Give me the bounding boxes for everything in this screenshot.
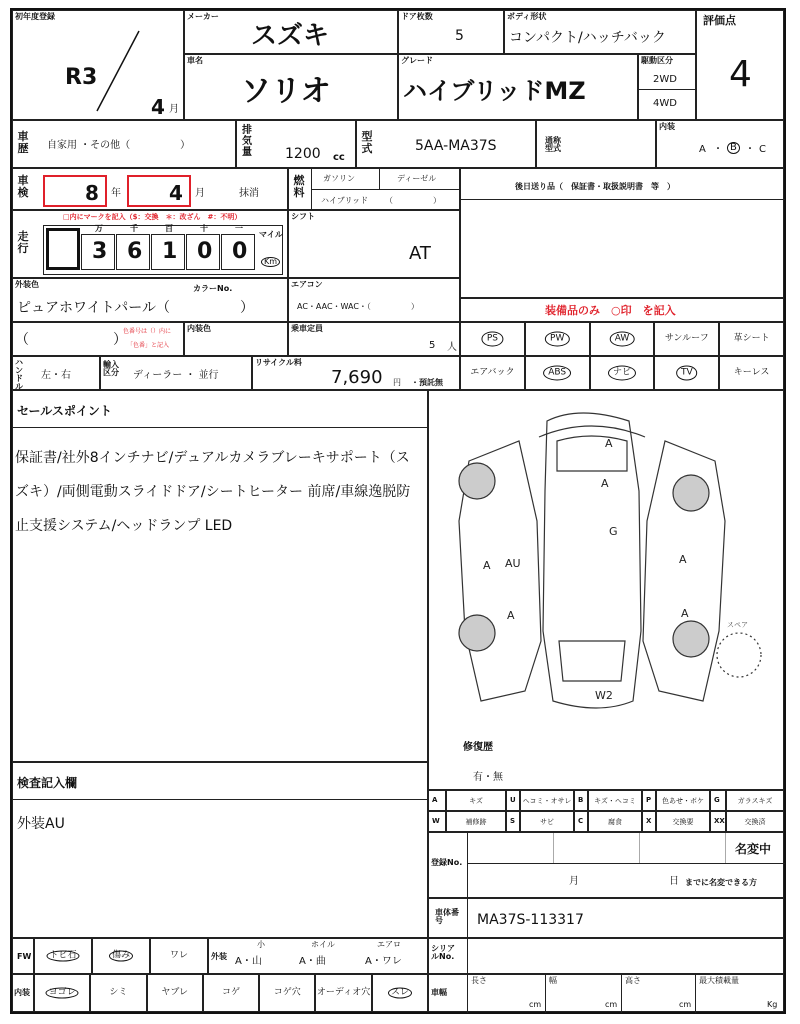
dims-width-label: 幅 xyxy=(549,976,557,985)
maker-cell xyxy=(184,10,398,54)
grade-value: ハイブリッドMZ xyxy=(403,77,586,105)
reg-era: R3 xyxy=(65,65,98,90)
history-value: 自家用 ・その他（ ） xyxy=(47,140,191,151)
register-month: 月 xyxy=(569,876,579,887)
color-note-2: 「色番」と記入 xyxy=(127,342,170,349)
inspection-month-box xyxy=(127,175,191,207)
damage-mark: W2 xyxy=(595,689,613,702)
legend-desc-text: キズ xyxy=(469,797,483,805)
doors-label: ドア枚数 xyxy=(401,12,433,21)
fw-cell xyxy=(12,938,34,974)
damage-mark: A xyxy=(507,609,515,622)
fw-item: 傷み xyxy=(109,951,133,962)
fuel-diesel: ディーゼル xyxy=(397,174,437,183)
int-item-cell xyxy=(147,974,203,1012)
mileage-digit: 0 xyxy=(232,239,248,264)
equipment-grid xyxy=(460,322,784,390)
spare-wheel xyxy=(717,633,761,677)
equipment-cell xyxy=(590,356,655,390)
sales-cell xyxy=(12,390,428,762)
equipment-cell xyxy=(460,322,525,356)
register-day: 日 xyxy=(669,876,679,887)
recycle-label: リサイクル料 xyxy=(255,358,302,367)
wheel-front-left xyxy=(459,463,495,499)
mileage-digit-box xyxy=(46,228,80,270)
maker-label: メーカー xyxy=(187,12,219,21)
shift-cell xyxy=(288,210,460,278)
legend-code xyxy=(710,811,726,832)
common-model-cell xyxy=(536,120,656,168)
ext-label: 外装 xyxy=(211,952,227,961)
capacity-cell xyxy=(288,322,460,356)
serial-label: シリアルNo. xyxy=(431,944,455,961)
spare-label: スペア xyxy=(727,621,748,629)
drive-cell xyxy=(638,54,696,120)
doors-cell xyxy=(398,10,504,54)
interior-grade-label: 内装 xyxy=(659,122,675,131)
inspection-month: 4 xyxy=(169,181,183,205)
int-item-cell xyxy=(259,974,315,1012)
dims-load-unit: Kg xyxy=(767,1000,778,1009)
repair-value: 有・無 xyxy=(473,772,503,783)
int-item: スレ xyxy=(388,988,412,999)
legend-desc xyxy=(520,790,574,811)
aircon-label: エアコン xyxy=(291,280,323,289)
recycle-unit: 円 xyxy=(393,378,401,387)
name-value: ソリオ xyxy=(241,74,331,109)
dims-cell xyxy=(428,974,784,1012)
color-label: 外装色 xyxy=(15,280,39,289)
reg-slash xyxy=(93,29,143,115)
register-label: 登録No. xyxy=(431,858,463,867)
dims-label: 車幅 xyxy=(431,988,447,997)
equipment-cell xyxy=(719,322,784,356)
mileage-digit-box xyxy=(116,234,150,270)
body-cell xyxy=(504,10,696,54)
interior-c: C xyxy=(759,144,766,155)
inspection-year: 8 xyxy=(85,181,99,205)
color-cell xyxy=(12,278,288,322)
model-label: 型式 xyxy=(361,130,373,155)
legend-desc xyxy=(656,790,710,811)
mileage-digit-box xyxy=(151,234,185,270)
repair-label: 修復歴 xyxy=(463,742,493,753)
mileage-unit: 百 xyxy=(165,224,173,233)
damage-mark: A xyxy=(483,559,491,572)
fw-item-cell xyxy=(92,938,150,974)
fuel-cell xyxy=(288,168,460,210)
recycle-cell xyxy=(252,356,460,390)
equipment-item: 革シート xyxy=(733,333,770,344)
sales-text: 保証書/社外8インチナビ/デュアルカメラブレーキサポート（スズキ）/両側電動スライドドア/シートヒーター 前席/車線逸脱防止支援システム/ヘッドランプ LED xyxy=(15,450,411,534)
mileage-unit-km: Km xyxy=(261,257,280,267)
equipment-title: 装備品のみ ○印 を記入 xyxy=(545,304,676,317)
int-item: オーディオ穴 xyxy=(316,987,371,998)
reg-cell xyxy=(12,10,184,120)
inspection-month-unit: 月 xyxy=(195,188,205,199)
color-paren: （ ） xyxy=(15,332,127,348)
equipment-cell xyxy=(654,322,719,356)
legend-code-text: G xyxy=(714,796,720,804)
legend-code-text: S xyxy=(510,817,516,825)
inspection-label: 車検 xyxy=(17,174,29,199)
docs-text: 後日送り品（ 保証書・取扱説明書 等 ） xyxy=(515,182,675,191)
history-label: 車歴 xyxy=(17,130,29,155)
equipment-title-cell xyxy=(460,298,784,322)
damage-mark: G xyxy=(609,525,618,538)
drive-2wd: 2WD xyxy=(653,74,677,85)
equipment-item: エアバック xyxy=(470,367,515,378)
aircon-cell xyxy=(288,278,460,322)
int-item-cell xyxy=(203,974,259,1012)
ext-small-val: A・山 xyxy=(235,956,262,967)
legend-desc-text: ガラスキズ xyxy=(737,797,773,805)
ext-wheel: ホイル xyxy=(311,940,335,949)
wheel-front-right xyxy=(673,475,709,511)
grade-label: グレード xyxy=(401,56,433,65)
legend-code xyxy=(642,811,656,832)
int-item-cell xyxy=(315,974,371,1012)
equipment-cell xyxy=(525,356,590,390)
int-items xyxy=(34,974,428,1012)
damage-legend xyxy=(428,790,784,832)
int-item-cell xyxy=(372,974,428,1012)
legend-desc xyxy=(656,811,710,832)
legend-desc xyxy=(726,790,784,811)
legend-code xyxy=(574,790,588,811)
check-text: 外装AU xyxy=(17,816,65,832)
fw-item: ワレ xyxy=(169,950,189,961)
equipment-item: キーレス xyxy=(733,367,770,378)
rating-cell xyxy=(696,10,784,120)
legend-desc-text: 交換要 xyxy=(672,818,694,826)
maker-value: スズキ xyxy=(251,21,330,51)
legend-desc-text: 交換済 xyxy=(744,818,766,826)
interior-color-cell xyxy=(184,322,288,356)
legend-code-text: U xyxy=(510,796,516,804)
check-cell xyxy=(12,762,428,938)
drive-4wd: 4WD xyxy=(653,98,677,109)
mileage-label: 走行 xyxy=(17,230,29,255)
interior-color-label: 内装色 xyxy=(187,324,211,333)
import-label: 輸入区分 xyxy=(103,360,119,377)
reg-month-unit: 月 xyxy=(169,104,179,115)
serial-cell xyxy=(428,938,784,974)
color-value: ピュアホワイトパール（ ） xyxy=(17,300,255,316)
rating-label: 評価点 xyxy=(703,14,736,27)
fuel-gasoline: ガソリン xyxy=(323,174,355,183)
body-label: ボディ形状 xyxy=(507,12,547,21)
inspection-cancel: 抹消 xyxy=(239,188,259,199)
fw-item: トビ石 xyxy=(46,951,79,962)
register-cell xyxy=(428,832,784,898)
fw-items xyxy=(34,938,208,974)
import-cell xyxy=(100,356,252,390)
equipment-item: ナビ xyxy=(608,366,636,381)
mileage-note: □内にマークを記入（$：交換 ＊：改ざん #：不明） xyxy=(63,213,242,221)
interior-dot-1: ・ xyxy=(713,144,723,155)
mileage-digit-box xyxy=(221,234,255,270)
shift-value: AT xyxy=(409,243,431,264)
ext-small: 小 xyxy=(257,940,265,949)
damage-mark: A xyxy=(679,553,687,566)
mileage-digit: 0 xyxy=(197,239,213,264)
damage-mark: A xyxy=(601,477,609,490)
color-paren-cell xyxy=(12,322,184,356)
model-value: 5AA-MA37S xyxy=(415,138,497,154)
doors-value: 5 xyxy=(455,28,464,44)
color-no-label: カラーNo. xyxy=(193,284,233,293)
ext-aero-val: A・ワレ xyxy=(365,956,402,967)
legend-code xyxy=(710,790,726,811)
legend-code-text: W xyxy=(432,817,440,825)
interior-b: B xyxy=(727,142,740,154)
inspection-year-unit: 年 xyxy=(111,188,121,199)
mileage-unit: 万 xyxy=(95,224,103,233)
reg-month: 4 xyxy=(151,95,165,119)
equipment-item: PS xyxy=(482,332,503,347)
ext-aero: エアロ xyxy=(377,940,401,949)
mileage-digit-box xyxy=(186,234,220,270)
legend-desc-text: 補修跡 xyxy=(465,818,487,826)
diagram-cell xyxy=(428,390,784,790)
equipment-item: サンルーフ xyxy=(664,333,709,344)
grade-cell xyxy=(398,54,638,120)
drive-label: 駆動区分 xyxy=(641,56,673,65)
legend-desc xyxy=(446,790,506,811)
capacity-unit: 人 xyxy=(447,342,457,353)
int-item: ヤブレ xyxy=(161,987,189,998)
equipment-cell xyxy=(654,356,719,390)
legend-desc xyxy=(446,811,506,832)
legend-code xyxy=(428,811,446,832)
dims-length-unit: cm xyxy=(529,1000,542,1009)
chassis-cell xyxy=(428,898,784,938)
int-label: 内装 xyxy=(14,988,30,997)
mileage-box xyxy=(43,225,283,275)
import-value: ディーラー ・ 並行 xyxy=(133,370,219,381)
mileage-digit: 6 xyxy=(127,239,143,264)
common-model-label: 通称型式 xyxy=(545,136,561,153)
mileage-digit-box xyxy=(81,234,115,270)
wheel-rear-right xyxy=(673,621,709,657)
fuel-hybrid: ハイブリッド xyxy=(321,196,369,205)
damage-mark: A xyxy=(681,607,689,620)
handle-label: ハンドル xyxy=(15,358,23,391)
fuel-other: （ ） xyxy=(385,196,441,205)
inspection-year-box xyxy=(43,175,107,207)
dims-height-unit: cm xyxy=(679,1000,692,1009)
chassis-label: 車体番号 xyxy=(435,908,459,925)
dims-height-label: 高さ xyxy=(625,976,641,985)
recycle-deposit: ・預託無 xyxy=(411,378,443,387)
fw-label: FW xyxy=(17,952,32,961)
legend-code-text: C xyxy=(578,817,584,825)
legend-code xyxy=(506,811,520,832)
legend-desc xyxy=(520,811,574,832)
aircon-value: AC・AAC・WAC・（ ） xyxy=(297,302,419,311)
equipment-cell xyxy=(719,356,784,390)
damage-mark: AU xyxy=(505,557,521,570)
name-label: 車名 xyxy=(187,56,203,65)
mileage-digit: 3 xyxy=(92,239,108,264)
legend-code-text: A xyxy=(432,796,438,804)
car-diagram xyxy=(429,401,785,721)
legend-desc-text: 色あせ・ボケ xyxy=(662,797,704,805)
legend-code xyxy=(574,811,588,832)
legend-code xyxy=(642,790,656,811)
displacement-unit: cc xyxy=(333,152,345,163)
legend-desc xyxy=(726,811,784,832)
displacement-cell xyxy=(236,120,356,168)
rating-value: 4 xyxy=(729,54,752,95)
shift-label: シフト xyxy=(291,212,315,221)
equipment-cell xyxy=(460,356,525,390)
legend-code-text: B xyxy=(578,796,584,804)
inspection-cell xyxy=(12,168,288,210)
int-item: コゲ穴 xyxy=(273,987,301,998)
equipment-cell xyxy=(590,322,655,356)
legend-code xyxy=(428,790,446,811)
equipment-cell xyxy=(525,322,590,356)
interior-grade-cell xyxy=(656,120,784,168)
displacement-value: 1200 xyxy=(285,146,321,162)
auction-sheet xyxy=(10,8,786,1014)
mileage-unit: 十 xyxy=(200,224,208,233)
legend-desc xyxy=(588,811,642,832)
register-deadline: までに名変できる方 xyxy=(685,878,757,887)
body-value: コンパクト/ハッチバック xyxy=(509,30,666,46)
ext-wheel-val: A・曲 xyxy=(299,956,326,967)
reg-label: 初年度登録 xyxy=(15,12,55,21)
handle-value: 左・右 xyxy=(41,370,71,381)
displacement-label: 排気量 xyxy=(242,125,252,158)
dims-width-unit: cm xyxy=(605,1000,618,1009)
int-item-cell xyxy=(90,974,146,1012)
handle-cell xyxy=(12,356,100,390)
equipment-item: TV xyxy=(676,366,698,381)
ext-cell xyxy=(208,938,428,974)
legend-code-text: X xyxy=(646,817,652,825)
chassis-value: MA37S-113317 xyxy=(477,912,584,928)
interior-a: A xyxy=(699,144,706,155)
legend-code-text: P xyxy=(646,796,652,804)
legend-desc-text: 腐食 xyxy=(608,818,622,826)
capacity-value: 5 xyxy=(429,340,436,351)
int-item: ヨゴレ xyxy=(46,988,79,999)
int-item-cell xyxy=(34,974,90,1012)
name-cell xyxy=(184,54,398,120)
legend-desc-text: ヘコミ・オサレ xyxy=(522,797,572,805)
mileage-unit-mile: マイル xyxy=(259,230,283,239)
legend-desc-text: キズ・ヘコミ xyxy=(594,797,636,805)
damage-mark: A xyxy=(605,437,613,450)
history-cell xyxy=(12,120,236,168)
fuel-label: 燃料 xyxy=(293,174,305,199)
equipment-item: AW xyxy=(610,332,635,347)
legend-desc-text: サビ xyxy=(540,818,554,826)
equipment-item: PW xyxy=(545,332,569,347)
mileage-cell xyxy=(12,210,288,278)
dims-length-label: 長さ xyxy=(471,976,487,985)
int-item: コゲ xyxy=(221,987,240,998)
legend-desc xyxy=(588,790,642,811)
mileage-unit: 一 xyxy=(235,224,243,233)
mileage-digit: 1 xyxy=(162,239,178,264)
fw-item-cell xyxy=(150,938,208,974)
legend-code xyxy=(506,790,520,811)
sales-title: セールスポイント xyxy=(17,404,112,418)
model-cell xyxy=(356,120,536,168)
equipment-item: ABS xyxy=(543,366,571,381)
recycle-value: 7,690 xyxy=(331,367,383,388)
int-label-cell xyxy=(12,974,34,1012)
int-item: シミ xyxy=(109,987,128,998)
capacity-label: 乗車定員 xyxy=(291,324,323,333)
fw-item-cell xyxy=(34,938,92,974)
register-meihen: 名変中 xyxy=(735,842,772,856)
wheel-rear-left xyxy=(459,615,495,651)
check-title: 検査記入欄 xyxy=(17,776,78,790)
mileage-unit: 千 xyxy=(130,224,138,233)
dims-load-label: 最大積載量 xyxy=(699,976,739,985)
car-top-outline xyxy=(543,413,641,708)
docs-cell xyxy=(460,168,784,298)
color-note-1: 色番号は（）内に xyxy=(123,328,172,335)
interior-dot-2: ・ xyxy=(745,144,755,155)
legend-code-text: XX xyxy=(714,817,725,825)
